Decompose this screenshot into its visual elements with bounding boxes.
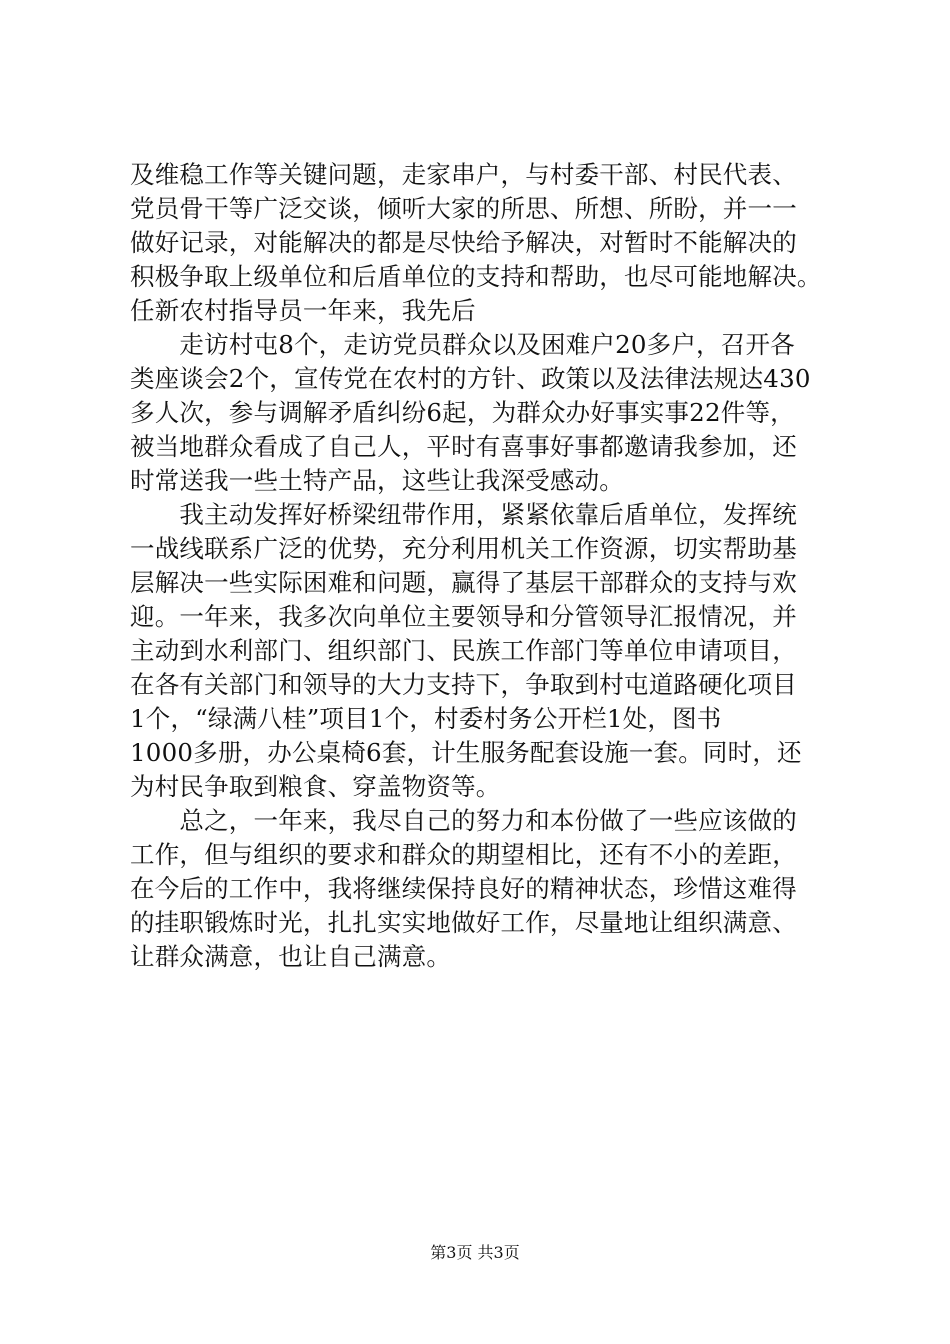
text-line: 类座谈会2个，宣传党在农村的方针、政策以及法律法规达430 <box>130 364 811 393</box>
text-line: 总之，一年来，我尽自己的努力和本份做了一些应该做的 <box>130 806 797 835</box>
text-line: 任新农村指导员一年来，我先后 <box>130 296 476 325</box>
page-footer <box>0 1243 950 1263</box>
text-line: 工作，但与组织的要求和群众的期望相比，还有不小的差距， <box>130 840 797 869</box>
body-text <box>130 158 850 974</box>
text-line: 层解决一些实际困难和问题，赢得了基层干部群众的支持与欢 <box>130 568 797 597</box>
text-line: 多人次，参与调解矛盾纠纷6起，为群众办好事实事22件等， <box>130 398 795 427</box>
text-line: 的挂职锻炼时光，扎扎实实地做好工作，尽量地让组织满意、 <box>130 908 797 937</box>
text-line: 积极争取上级单位和后盾单位的支持和帮助，也尽可能地解决。 <box>130 262 822 291</box>
text-line: 1000多册，办公桌椅6套，计生服务配套设施一套。同时，还 <box>130 738 802 767</box>
text-line: 做好记录，对能解决的都是尽快给予解决，对暂时不能解决的 <box>130 228 797 257</box>
text-line: 迎。一年来，我多次向单位主要领导和分管领导汇报情况，并 <box>130 602 797 631</box>
text-line: 主动到水利部门、组织部门、民族工作部门等单位申请项目， <box>130 636 797 665</box>
text-line: 走访村屯8个，走访党员群众以及困难户20多户，召开各 <box>130 330 795 359</box>
text-line: 党员骨干等广泛交谈，倾听大家的所思、所想、所盼，并一一 <box>130 194 797 223</box>
page-number: 第3页 共3页 <box>430 1243 520 1262</box>
text-line: 为村民争取到粮食、穿盖物资等。 <box>130 772 501 801</box>
text-line: 1个，“绿满八桂”项目1个，村委村务公开栏1处，图书 <box>130 704 722 733</box>
text-line: 我主动发挥好桥梁纽带作用，紧紧依靠后盾单位，发挥统 <box>130 500 797 529</box>
text-line: 时常送我一些土特产品，这些让我深受感动。 <box>130 466 624 495</box>
text-line: 被当地群众看成了自己人，平时有喜事好事都邀请我参加，还 <box>130 432 797 461</box>
text-line: 一战线联系广泛的优势，充分利用机关工作资源，切实帮助基 <box>130 534 797 563</box>
text-line: 让群众满意，也让自己满意。 <box>130 942 452 971</box>
text-line: 在今后的工作中，我将继续保持良好的精神状态，珍惜这难得 <box>130 874 797 903</box>
text-line: 及维稳工作等关键问题，走家串户，与村委干部、村民代表、 <box>130 160 797 189</box>
text-line: 在各有关部门和领导的大力支持下，争取到村屯道路硬化项目 <box>130 670 797 699</box>
